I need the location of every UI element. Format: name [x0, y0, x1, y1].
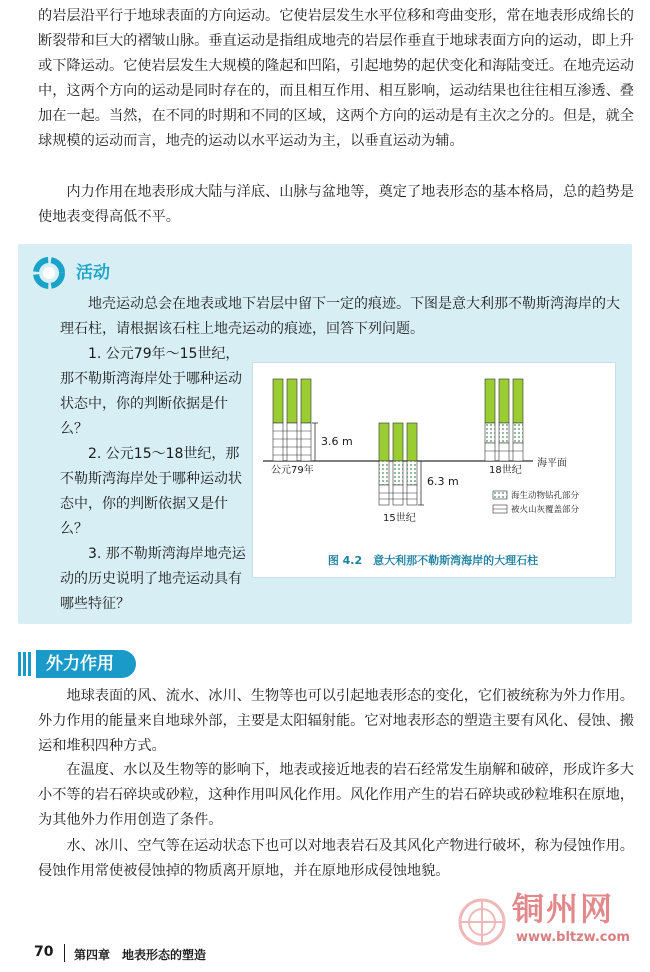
watermark-name: 铜州网	[512, 890, 615, 928]
section-paragraph-3: 水、冰川、空气等在运动状态下也可以对地表岩石及其风化产物进行破坏，称为侵蚀作用。侵蚀作用常使被侵蚀掉的物质离开原地，并在原地形成侵蚀地貌。	[38, 838, 634, 879]
column-group-79	[273, 379, 318, 461]
legend-label-ash: 被火山灰覆盖部分	[511, 505, 580, 515]
footer-divider	[64, 944, 65, 962]
dim-label-6-3m: 6.3 m	[427, 475, 459, 488]
legend-label-borings: 海生动物钻孔部分	[511, 491, 580, 501]
activity-cycle-icon	[30, 254, 68, 292]
activity-box	[18, 244, 632, 624]
figure-caption: 图 4.2 意大利那不勒斯湾海岸的大理石柱	[327, 554, 539, 567]
section-heading: 外力作用	[36, 650, 136, 678]
activity-intro: 地壳运动总会在地表或地下岩层中留下一定的痕迹。下图是意大利那不勒斯湾海岸的大理石柱，请根据该石柱上地壳运动的痕迹，回答下列问题。	[60, 296, 620, 337]
question-1: 1. 公元79年～15世纪，那不勒斯湾海岸处于哪种运动状态中，你的判断依据是什么？	[60, 346, 242, 437]
marble-column-figure	[252, 362, 616, 578]
activity-title: 活动	[76, 263, 110, 283]
section-paragraph-2: 在温度、水以及生物等的影响下，地表或接近地表的岩石经常发生崩解和破碎，形成许多大小不等的岩石碎块或砂粒，这种作用叫风化作用。风化作用产生的岩石碎块或砂粒堆积在原地，为其他外力作用创造了条件。	[38, 762, 634, 828]
activity-questions	[60, 342, 250, 617]
body-paragraph-2: 内力作用在地表形成大陆与洋底、山脉与盆地等，奠定了地表形态的基本格局，总的趋势是使地表变得高低不平。	[38, 184, 634, 225]
legend	[493, 491, 507, 513]
section-marker-bars	[18, 652, 32, 676]
column-group-18	[485, 379, 523, 461]
year-label-79: 公元79年	[271, 465, 314, 476]
body-paragraph-1: 的岩层沿平行于地球表面的方向运动。它使岩层发生水平位移和弯曲变形，常在地表形成绵长的断裂带和巨大的褶皱山脉。垂直运动是指组成地壳的岩层作垂直于地球表面方向的运动，即上升或下降运动。它使岩层发生大规模的隆起和凹陷，引起地势的起伏变化和海陆变迁。在地壳运动中，这两个方向的运动是同时存在的，而且相互作用、相互影响，运动结果也往往相互渗透、叠加在一起。当然，在不同的时期和不同的区域，这两个方向的运动是有主次之分的。但是，就全球规模的运动而言，地壳的运动以水平运动为主，以垂直运动为辅。	[38, 8, 634, 149]
question-3: 3. 那不勒斯湾海岸地壳运动的历史说明了地壳运动具有哪些特征？	[60, 546, 246, 612]
column-group-15	[379, 423, 424, 505]
section-paragraph-1: 地球表面的风、流水、冰川、生物等也可以引起地表形态的变化，它们被统称为外力作用。外力作用的能量来自地球外部，主要是太阳辐射能。它对地表形态的塑造主要有风化、侵蚀、搬运和堆积四种方式。	[38, 688, 634, 754]
dim-label-3-6m: 3.6 m	[321, 435, 353, 448]
chapter-title: 第四章 地表形态的塑造	[74, 948, 207, 962]
sea-level-label: 海平面	[537, 458, 567, 469]
year-label-15: 15世纪	[383, 513, 416, 524]
watermark-url: www.bltzw.com	[516, 930, 630, 945]
question-2: 2. 公元15～18世纪，那不勒斯湾海岸处于哪种运动状态中，你的判断依据又是什么？	[60, 446, 242, 537]
page-number: 70	[34, 944, 54, 960]
year-label-18: 18世纪	[489, 465, 522, 476]
